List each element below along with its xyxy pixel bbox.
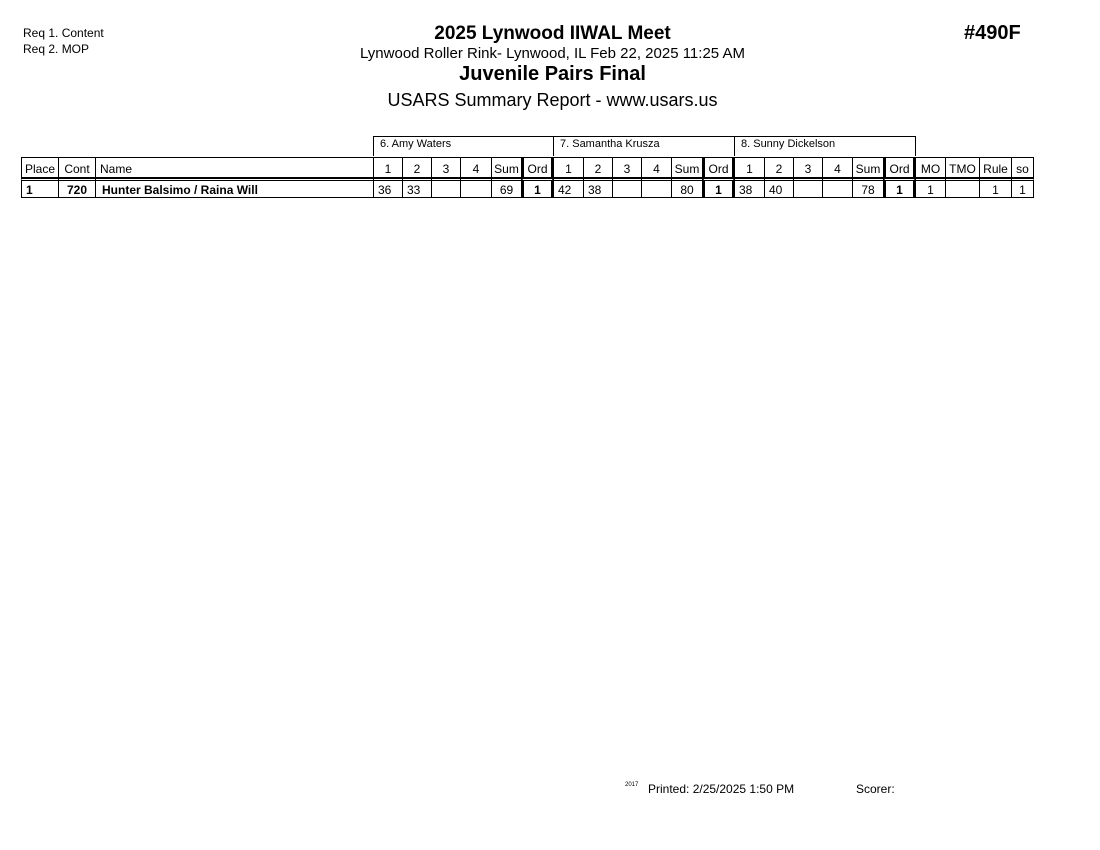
- col-judge8-1: 1: [734, 157, 765, 178]
- col-place: Place: [21, 157, 59, 178]
- judge8-score-1: 38: [734, 178, 765, 198]
- meet-location: Lynwood Roller Rink- Lynwood, IL Feb 22, 2025 11:25 AM: [360, 45, 745, 62]
- judge8-score-4: [822, 178, 853, 198]
- judge-6-header: 6. Amy Waters: [373, 136, 554, 156]
- col-judge6-sum: Sum: [491, 157, 522, 178]
- col-tmo: TMO: [945, 157, 980, 178]
- event-number: #490F: [964, 22, 1021, 44]
- col-judge8-3: 3: [793, 157, 823, 178]
- col-judge8-sum: Sum: [852, 157, 884, 178]
- event-title: Juvenile Pairs Final: [459, 63, 646, 85]
- col-judge6-3: 3: [431, 157, 461, 178]
- judge7-score-3: [612, 178, 642, 198]
- col-judge7-ord: Ord: [702, 157, 735, 178]
- footer-scorer: Scorer:: [856, 782, 895, 796]
- col-rule: Rule: [979, 157, 1012, 178]
- judge-8-header: 8. Sunny Dickelson: [734, 136, 916, 156]
- judge8-score-2: 40: [764, 178, 794, 198]
- judge7-sum: 80: [671, 178, 703, 198]
- judge-7-header: 7. Samantha Krusza: [553, 136, 735, 156]
- judge7-score-4: [641, 178, 672, 198]
- footer-version: 2017: [625, 782, 639, 788]
- col-judge7-2: 2: [583, 157, 613, 178]
- col-judge6-4: 4: [460, 157, 492, 178]
- col-judge7-4: 4: [641, 157, 672, 178]
- judge6-sum: 69: [491, 178, 522, 198]
- row-cont: 720: [58, 178, 96, 198]
- footer-printed: Printed: 2/25/2025 1:50 PM: [648, 782, 795, 796]
- col-judge6-2: 2: [402, 157, 432, 178]
- judge7-ord: 1: [702, 178, 735, 198]
- col-name: Name: [95, 157, 374, 178]
- judge6-score-4: [460, 178, 492, 198]
- row-name: Hunter Balsimo / Raina Will: [95, 178, 374, 198]
- col-judge8-ord: Ord: [883, 157, 916, 178]
- row-tmo: [945, 178, 980, 198]
- col-so: so: [1011, 157, 1034, 178]
- judge6-ord: 1: [521, 178, 554, 198]
- row-mo: 1: [915, 178, 946, 198]
- col-judge6-1: 1: [373, 157, 403, 178]
- judge8-score-3: [793, 178, 823, 198]
- col-judge6-ord: Ord: [521, 157, 554, 178]
- judge6-score-2: 33: [402, 178, 432, 198]
- col-judge7-3: 3: [612, 157, 642, 178]
- row-so: 1: [1011, 178, 1034, 198]
- row-place: 1: [21, 178, 59, 198]
- judge8-sum: 78: [852, 178, 884, 198]
- judge6-score-1: 36: [373, 178, 403, 198]
- report-title: USARS Summary Report - www.usars.us: [387, 90, 718, 110]
- judge6-score-3: [431, 178, 461, 198]
- meet-title: 2025 Lynwood IIWAL Meet: [434, 23, 671, 44]
- requirement-1: Req 1. Content: [23, 26, 104, 40]
- row-rule: 1: [979, 178, 1012, 198]
- col-judge7-sum: Sum: [671, 157, 703, 178]
- col-judge7-1: 1: [553, 157, 584, 178]
- judge8-ord: 1: [883, 178, 916, 198]
- requirement-2: Req 2. MOP: [23, 42, 90, 56]
- col-judge8-2: 2: [764, 157, 794, 178]
- col-judge8-4: 4: [822, 157, 853, 178]
- judge7-score-2: 38: [583, 178, 613, 198]
- judge7-score-1: 42: [553, 178, 584, 198]
- col-cont: Cont: [58, 157, 96, 178]
- col-mo: MO: [915, 157, 946, 178]
